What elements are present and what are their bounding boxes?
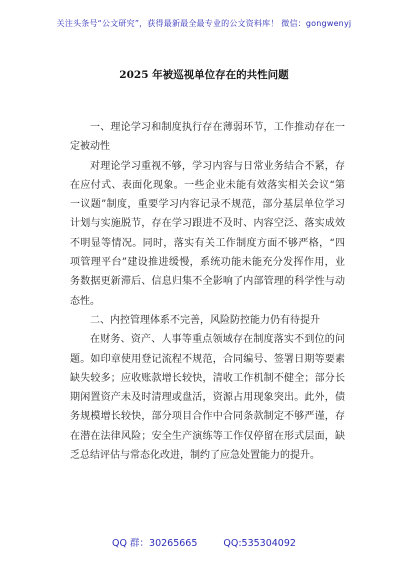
footer-qq-number: QQ:535304092	[223, 538, 296, 549]
section-heading-2: 二、内控管理体系不完善，风险防控能力仍有待提升	[90, 314, 320, 326]
footer-qq-group: QQ 群：30265665	[112, 538, 198, 549]
footer-contact	[0, 535, 408, 549]
document-title: 2025 年被巡视单位存在的共性问题	[119, 69, 289, 81]
section-heading-1: 一、理论学习和制度执行存在薄弱环节，工作推动存在一定被动性	[70, 122, 345, 153]
paragraph-1: 对理论学习重视不够，学习内容与日常业务结合不紧，存在应付式、表面化现象。一些企业未能有效落实相关会议“第一议题”制度，重要学习内容记录不规范，部分基层单位学习计划与实施脱节，存在学习跟进不及时、内容空泛、落实成效不明显等情况。同时，落实有关工作制度方面不够严格，“四项管理平台”建设推进缓慢，系统功能未能充分发挥作用，业务数据更新滞后、信息归集不全影响了内部管理的科学性与动态性。	[70, 160, 345, 307]
header-note: 关注头条号“公文研究”，获得最新最全最专业的公文资料库！ 微信：gongwenyj	[56, 19, 352, 28]
paragraph-2: 在财务、资产、人事等重点领域存在制度落实不到位的问题。如印章使用登记流程不规范，合同编号、签署日期等要素缺失较多；应收账款增长较快，清收工作机制不健全；部分长期闲置资产未及时清理或盘活，资源占用现象突出。此外，债务规模增长较快，部分项目合作中合同条款制定不够严谨，存在潜在法律风险；安全生产演练等工作仅停留在形式层面，缺乏总结评估与常态化改进，制约了应急处置能力的提升。	[70, 334, 345, 462]
document-body	[70, 118, 345, 465]
